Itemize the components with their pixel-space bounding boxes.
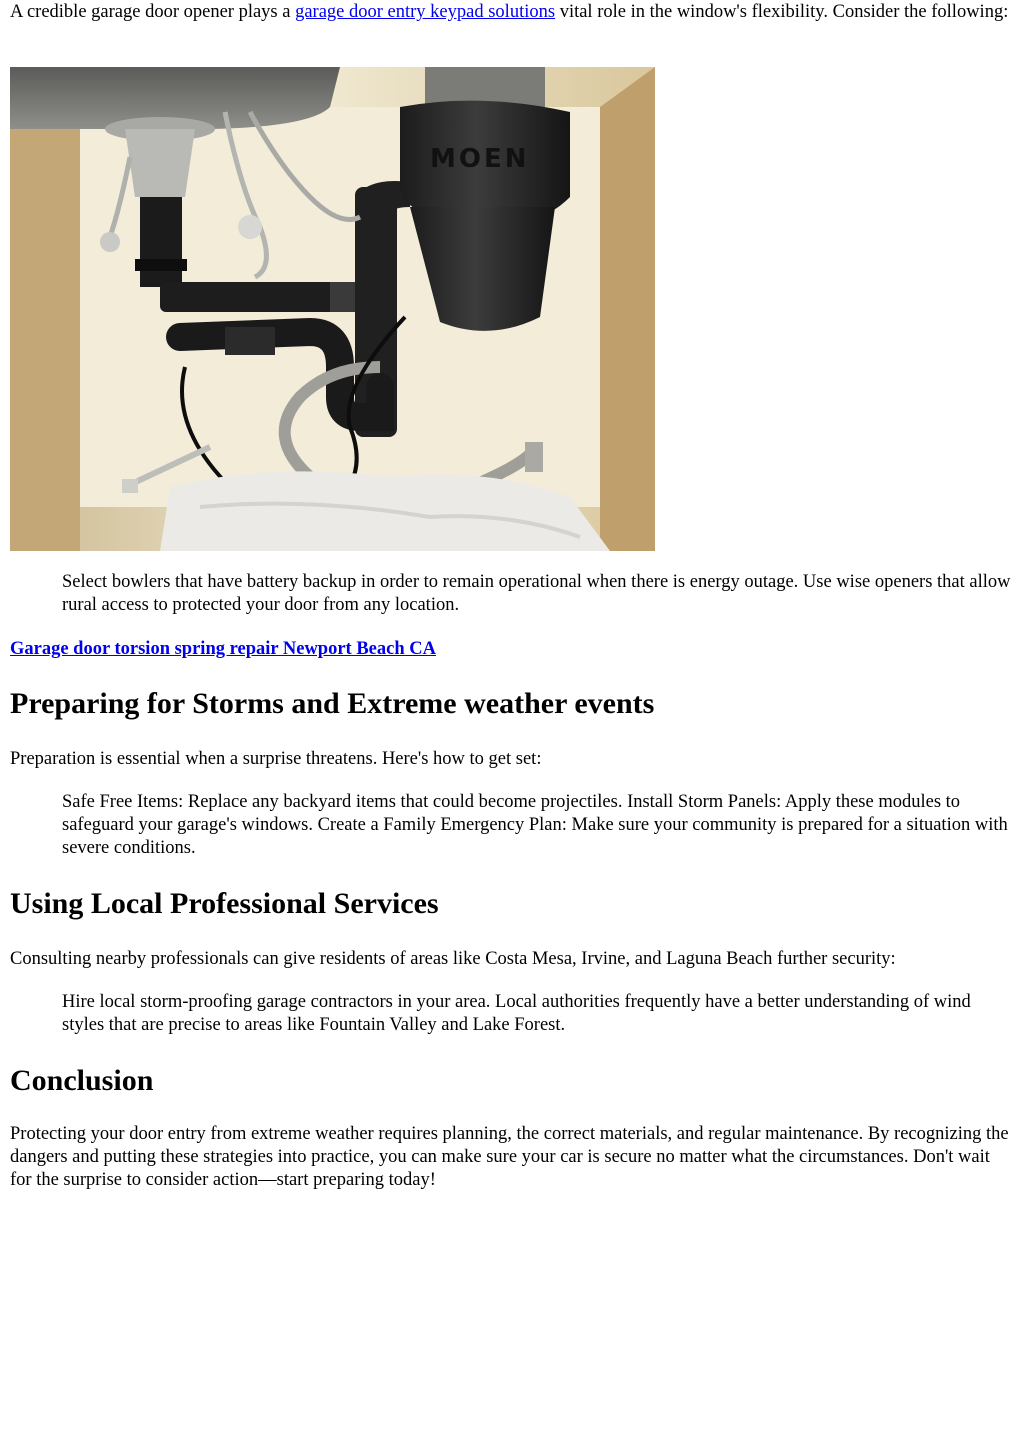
storms-paragraph: Preparation is essential when a surprise threatens. Here's how to get set: xyxy=(10,749,542,769)
local-services-paragraph: Consulting nearby professionals can give residents of areas like Costa Mesa, Irvine, and Laguna Beach further security: xyxy=(10,949,896,969)
intro-paragraph xyxy=(10,1,1010,24)
disposal-brand-label: MOEN xyxy=(430,144,530,174)
torsion-spring-repair-paragraph xyxy=(10,638,436,661)
battery-backup-quote: Select bowlers that have battery backup in order to remain operational when there is energy outage. Use wise openers that allow rural access to protected your door from any location. xyxy=(62,572,1011,615)
local-services-quote: Hire local storm-proofing garage contractors in your area. Local authorities frequently have a better understanding of wind styles that are precise to areas like Fountain Valley and Lake Forest. xyxy=(62,992,971,1035)
storms-quote: Safe Free Items: Replace any backyard items that could become projectiles. Install Storm Panels: Apply these modules to safeguard your garage's windows. Create a Family Emergency Plan: Make sure your community is prepared for a situation with severe conditions. xyxy=(62,792,1008,858)
storms-heading: Preparing for Storms and Extreme weather events xyxy=(10,687,655,720)
conclusion-paragraph: Protecting your door entry from extreme weather requires planning, the correct materials, and regular maintenance. By recognizing the dangers and putting these strategies into practice, you can make sure your car is secure no matter what the circumstances. Don't wait for the surprise to consider action—start preparing today! xyxy=(10,1124,1009,1190)
intro-text-before: A credible garage door opener plays a xyxy=(10,2,296,22)
conclusion-heading: Conclusion xyxy=(10,1064,154,1097)
garage-door-keypad-link[interactable]: garage door entry keypad solutions xyxy=(295,2,556,22)
intro-text-after: vital role in the window's flexibility. Consider the following: xyxy=(555,2,1009,22)
under-sink-plumbing-photo xyxy=(10,67,655,551)
torsion-spring-repair-link[interactable]: Garage door torsion spring repair Newport Beach CA xyxy=(10,639,436,659)
local-services-heading: Using Local Professional Services xyxy=(10,887,439,920)
